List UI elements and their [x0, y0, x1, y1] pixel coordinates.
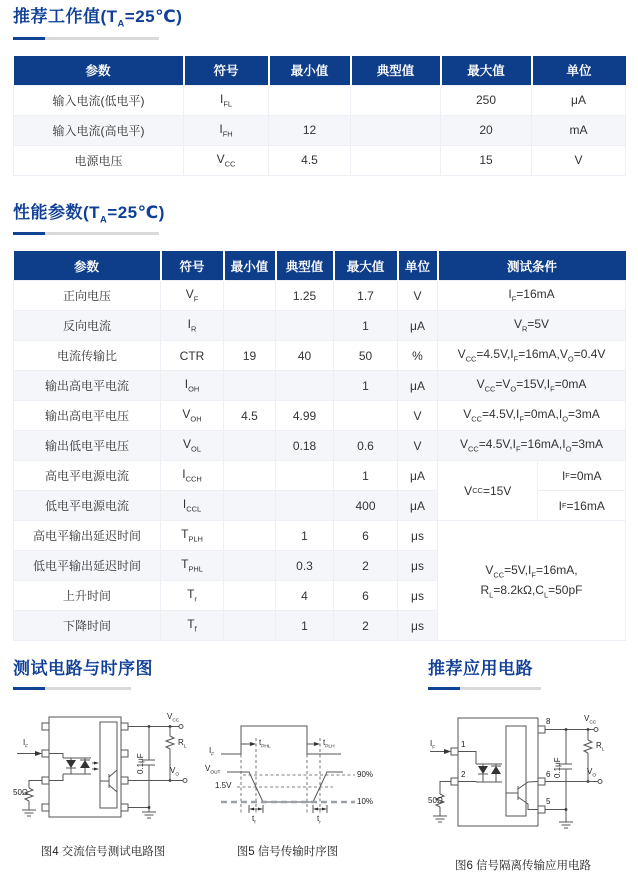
rule-accent [13, 37, 45, 40]
rule-accent [428, 687, 460, 690]
section-application-circuit [428, 658, 618, 873]
min-cell [224, 431, 276, 461]
min-cell [224, 281, 276, 311]
param-cell: 输入电流(高电平) [14, 115, 184, 145]
col-header-typ: 典型值 [351, 56, 441, 86]
param-cell: 正向电压 [14, 281, 161, 311]
max-cell: 1 [334, 311, 398, 341]
section-performance [13, 202, 625, 642]
min-cell [224, 311, 276, 341]
figure-5-timing-diagram [205, 712, 374, 834]
col-header-param: 参数 [14, 56, 184, 86]
section-title-application: 推荐应用电路 [428, 659, 533, 679]
max-cell: 20 [441, 115, 532, 145]
symbol-cell: $I_R$ [161, 311, 224, 341]
symbol-cell: $I_{CCH}$ [161, 461, 224, 491]
unit-cell: μA [532, 85, 626, 115]
figure-6-application-circuit [428, 712, 618, 848]
performance-table [13, 251, 626, 641]
typ-cell: 40 [276, 341, 334, 371]
table-row [14, 461, 626, 491]
symbol-cell: $T_{PLH}$ [161, 521, 224, 551]
table-row [14, 401, 626, 431]
figure-4-test-circuit [13, 712, 193, 834]
symbol-cell: $T_r$ [161, 581, 224, 611]
table-header-row [14, 251, 626, 281]
param-cell: 上升时间 [14, 581, 161, 611]
pin-6-label: 6 [546, 770, 551, 780]
unit-cell: μs [398, 581, 438, 611]
max-cell: 6 [334, 521, 398, 551]
test-condition-cell [438, 521, 626, 641]
if-label: $I_F$ [209, 746, 215, 758]
typ-cell: 4 [276, 581, 334, 611]
typ-cell [276, 311, 334, 341]
param-cell: 电源电压 [14, 145, 184, 175]
col-header-typ: 典型值 [276, 251, 334, 281]
min-cell [269, 85, 351, 115]
rl-label: $R_L$ [178, 738, 187, 750]
test-condition-cell: $V_R=5V$ [438, 311, 626, 341]
param-cell: 低电平电源电流 [14, 491, 161, 521]
test-condition-cell: $V_{CC}=4.5V,I_F=16mA,I_O=3mA$ [438, 431, 626, 461]
typ-cell: 0.18 [276, 431, 334, 461]
typ-cell: 0.3 [276, 551, 334, 581]
min-cell: 19 [224, 341, 276, 371]
symbol-cell: $I_{FH}$ [184, 115, 269, 145]
table-row [14, 431, 626, 461]
tplh-label: $t_{PLH}$ [323, 738, 335, 750]
min-cell [224, 371, 276, 401]
max-cell: 0.6 [334, 431, 398, 461]
param-cell: 高电平输出延迟时间 [14, 521, 161, 551]
param-cell: 输出低电平电压 [14, 431, 161, 461]
unit-cell: % [398, 341, 438, 371]
unit-cell: μA [398, 491, 438, 521]
rl-label: $R_L$ [596, 741, 605, 753]
if-label: $I_F$ [23, 738, 29, 750]
typ-cell: 4.99 [276, 401, 334, 431]
section-title-recommended: 推荐工作值$(T_A=25℃)$ [13, 7, 183, 29]
rule-accent [13, 687, 45, 690]
col-header-min: 最小值 [269, 56, 351, 86]
unit-cell: V [532, 145, 626, 175]
col-header-unit: 单位 [398, 251, 438, 281]
max-cell: 250 [441, 85, 532, 115]
unit-cell: V [398, 401, 438, 431]
max-cell: 15 [441, 145, 532, 175]
test-condition-cell: $I_F=16mA$ [438, 281, 626, 311]
table-row [14, 281, 626, 311]
bottom-sections [13, 658, 625, 873]
symbol-cell: $V_{CC}$ [184, 145, 269, 175]
threshold-label: 1.5V [215, 781, 232, 791]
unit-cell: μs [398, 611, 438, 641]
symbol-cell: $I_{FL}$ [184, 85, 269, 115]
param-cell: 输出高电平电流 [14, 371, 161, 401]
col-header-max: 最大值 [334, 251, 398, 281]
symbol-cell: $I_{CCL}$ [161, 491, 224, 521]
param-cell: 反向电流 [14, 311, 161, 341]
max-cell: 1.7 [334, 281, 398, 311]
col-header-symbol: 符号 [184, 56, 269, 86]
col-header-unit: 单位 [532, 56, 626, 86]
symbol-cell: $V_{OH}$ [161, 401, 224, 431]
max-cell [334, 401, 398, 431]
unit-cell: V [398, 281, 438, 311]
test-condition-cell: $V_{CC}=4.5V,I_F=0mA,I_O=3mA$ [438, 401, 626, 431]
vcc-label: $V_{CC}$ [167, 712, 180, 724]
symbol-cell: $V_{OL}$ [161, 431, 224, 461]
symbol-cell: $T_{PHL}$ [161, 551, 224, 581]
condition-icch: I F =0mA [538, 461, 625, 491]
param-cell: 电流传输比 [14, 341, 161, 371]
condition-line: $R_L=8.2k\Omega,C_L=50pF$ [480, 582, 583, 599]
min-cell [224, 521, 276, 551]
condition-iccl: I F =16mA [558, 498, 605, 513]
min-cell [224, 461, 276, 491]
param-cell: 输出高电平电压 [14, 401, 161, 431]
pin-5-label: 5 [546, 797, 551, 807]
level-10-label: 10% [357, 797, 374, 807]
max-cell: 50 [334, 341, 398, 371]
rule-accent [13, 232, 45, 235]
condition-line: $V_{CC}=5V,I_F=16mA$, [485, 562, 578, 580]
unit-cell: μA [398, 461, 438, 491]
figure-4-caption: 图4 交流信号测试电路图 [40, 846, 166, 859]
resistor-50ohm-label: 50Ω [13, 788, 28, 798]
underline-rule [13, 37, 159, 40]
min-cell [224, 581, 276, 611]
table-row [14, 145, 626, 175]
figure-5-caption: 图5 信号传输时序图 [236, 846, 339, 859]
max-cell: 1 [334, 371, 398, 401]
param-cell: 高电平电源电流 [14, 461, 161, 491]
unit-cell: μA [398, 371, 438, 401]
min-cell [224, 611, 276, 641]
vo-label: $V_O$ [170, 766, 180, 778]
table-row [14, 311, 626, 341]
vout-label: $V_{OUT}$ [205, 764, 221, 776]
param-cell: 低电平输出延迟时间 [14, 551, 161, 581]
section-test-circuit [13, 658, 383, 873]
typ-cell [351, 115, 441, 145]
symbol-cell: $I_{OH}$ [161, 371, 224, 401]
tr-label: $t_r$ [317, 814, 321, 826]
param-cell: 输入电流(低电平) [14, 85, 184, 115]
min-cell [224, 551, 276, 581]
min-cell: 4.5 [224, 401, 276, 431]
section-title-test: 测试电路与时序图 [13, 659, 153, 679]
max-cell: 6 [334, 581, 398, 611]
vcc-label: $V_{CC}$ [584, 714, 597, 726]
pin-1-label: 1 [461, 740, 466, 750]
table-row [14, 371, 626, 401]
min-cell: 12 [269, 115, 351, 145]
max-cell: 1 [334, 461, 398, 491]
table-header-row [14, 56, 626, 86]
section-title-performance: 性能参数$(T_A=25℃)$ [13, 202, 165, 224]
fig4-circuit-svg [13, 712, 193, 834]
table-row [14, 85, 626, 115]
fig6-circuit-svg [428, 712, 618, 848]
underline-rule [428, 687, 541, 690]
underline-rule [13, 232, 159, 235]
shared-condition: V CC =15V [438, 461, 538, 520]
test-condition-cell [438, 461, 626, 521]
if-label: $I_F$ [430, 739, 436, 751]
figure-6-caption: 图6 信号隔离传输应用电路 [454, 860, 592, 873]
table-row [14, 341, 626, 371]
col-header-param: 参数 [14, 251, 161, 281]
max-cell: 400 [334, 491, 398, 521]
unit-cell: μs [398, 521, 438, 551]
max-cell: 2 [334, 551, 398, 581]
typ-cell [351, 145, 441, 175]
test-condition-cell: $V_{CC}=4.5V,I_F=16mA,V_O=0.4V$ [438, 341, 626, 371]
unit-cell: mA [532, 115, 626, 145]
symbol-cell: CTR [161, 341, 224, 371]
min-cell [224, 491, 276, 521]
typ-cell [276, 371, 334, 401]
col-header-symbol: 符号 [161, 251, 224, 281]
pin-8-label: 8 [546, 717, 551, 727]
tf-label: $t_f$ [252, 814, 256, 826]
typ-cell [276, 461, 334, 491]
param-cell: 下降时间 [14, 611, 161, 641]
recommended-table [13, 56, 626, 176]
table-row [14, 115, 626, 145]
max-cell: 2 [334, 611, 398, 641]
capacitor-label: 0.1μF [553, 757, 562, 779]
col-header-max: 最大值 [441, 56, 532, 86]
col-header-min: 最小值 [224, 251, 276, 281]
unit-cell: μs [398, 551, 438, 581]
symbol-cell: $T_f$ [161, 611, 224, 641]
vo-label: $V_O$ [587, 767, 597, 779]
min-cell: 4.5 [269, 145, 351, 175]
col-header-cond: 测试条件 [438, 251, 626, 281]
test-condition-cell: $V_{CC}=V_O=15V,I_F=0mA$ [438, 371, 626, 401]
fig5-timing-svg [205, 712, 370, 834]
tphl-label: $t_{PHL}$ [259, 738, 271, 750]
capacitor-label: 0.1μF [136, 753, 145, 775]
symbol-cell: $V_F$ [161, 281, 224, 311]
section-recommended [13, 6, 625, 176]
typ-cell [276, 491, 334, 521]
typ-cell: 1 [276, 521, 334, 551]
table-row [14, 521, 626, 551]
pin-2-label: 2 [461, 770, 466, 780]
typ-cell: 1.25 [276, 281, 334, 311]
underline-rule [13, 687, 131, 690]
level-90-label: 90% [357, 770, 374, 780]
resistor-50ohm-label: 50Ω [428, 796, 443, 806]
typ-cell: 1 [276, 611, 334, 641]
typ-cell [351, 85, 441, 115]
unit-cell: μA [398, 311, 438, 341]
unit-cell: V [398, 431, 438, 461]
